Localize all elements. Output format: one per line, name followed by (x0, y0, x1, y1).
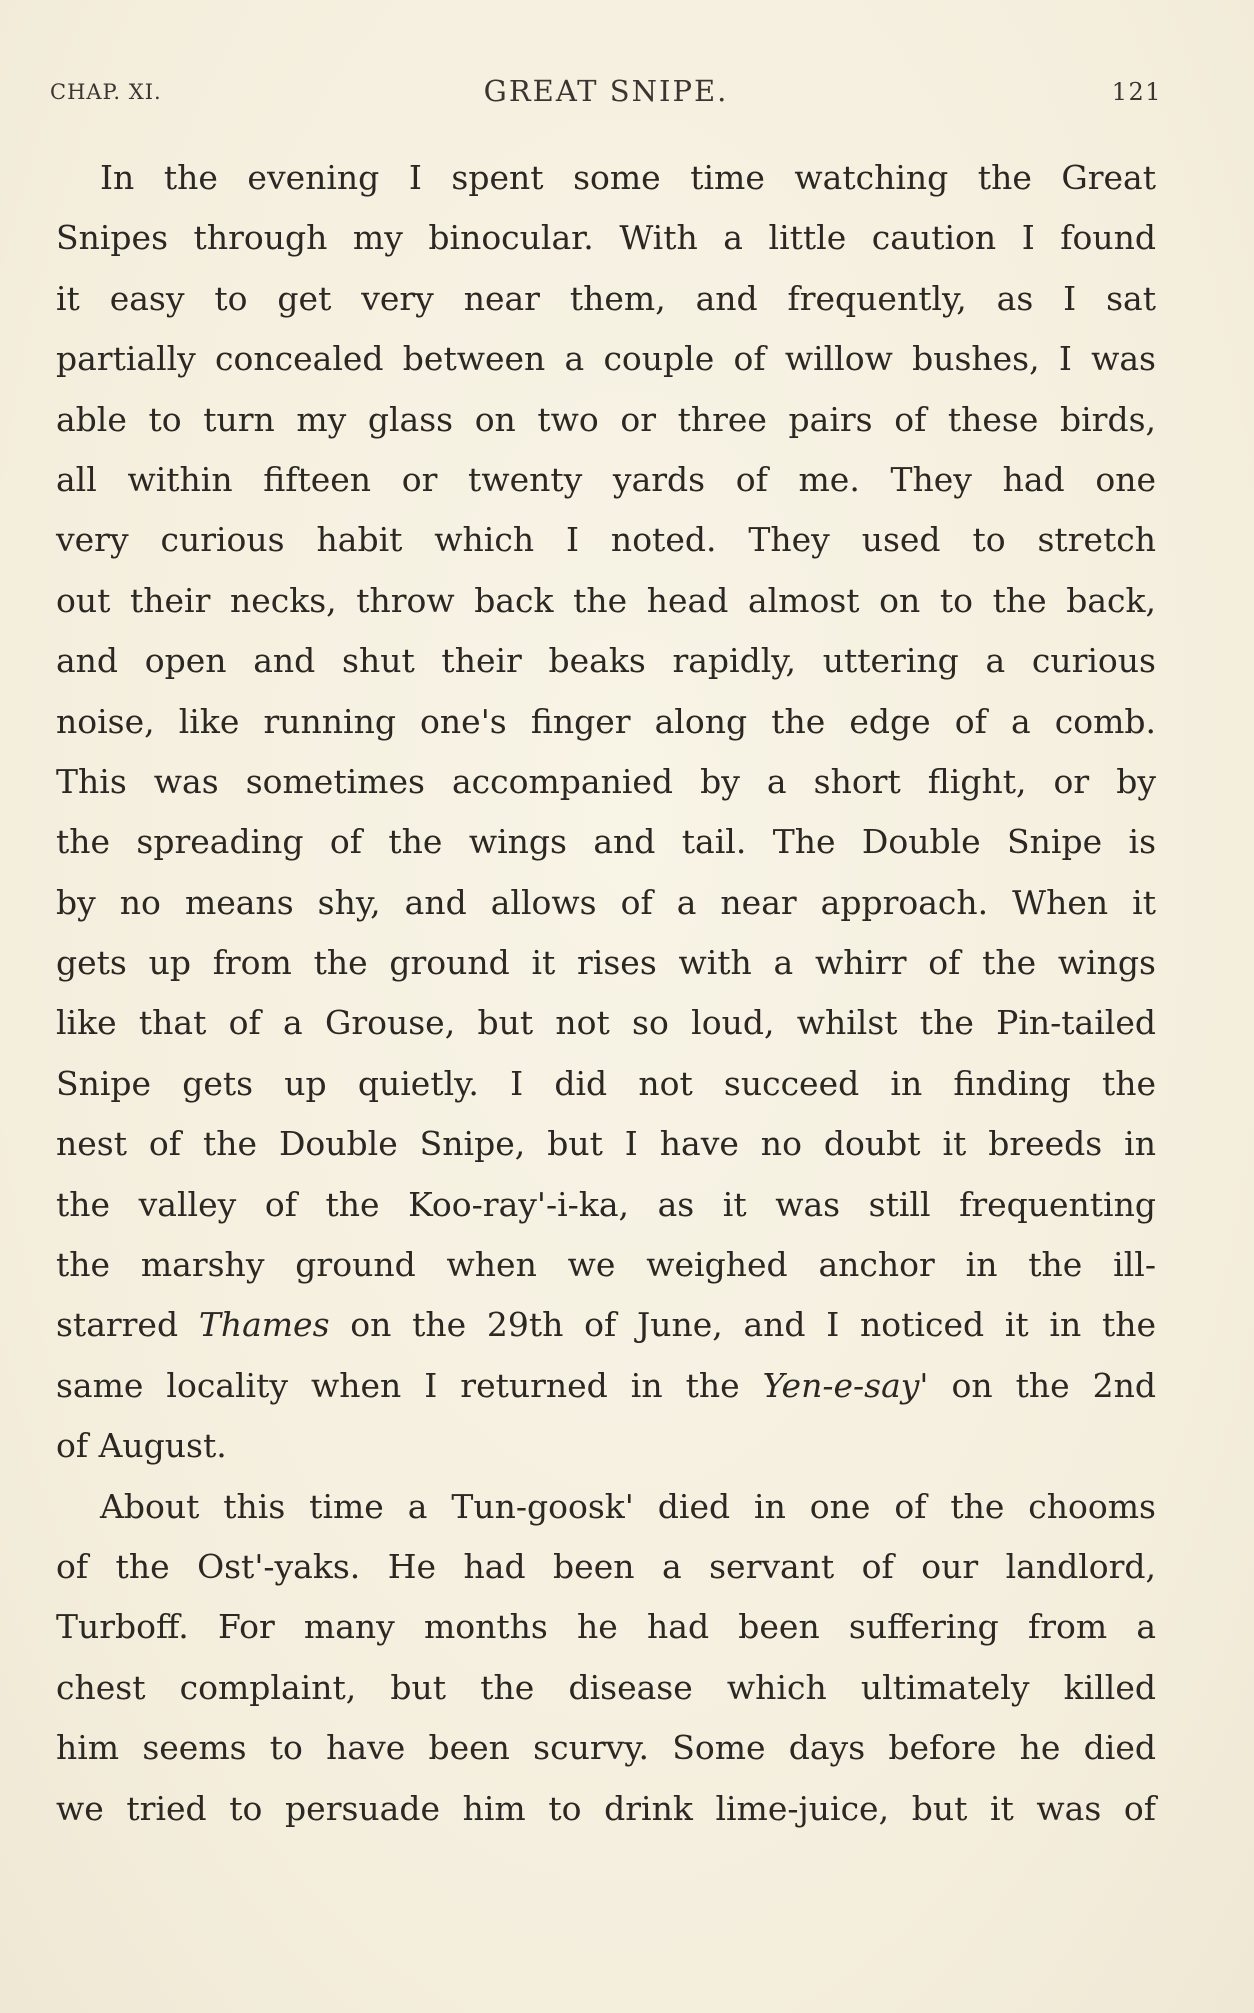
text-line: the marshy ground when we weighed anchor in the ill- (56, 1245, 1156, 1285)
text-line: and open and shut their beaks rapidly, uttering a curious (56, 641, 1156, 681)
text-line: partially concealed between a couple of willow bushes, I was (56, 339, 1156, 379)
paragraph-2 (56, 1477, 1156, 1839)
text-line: the spreading of the wings and tail. The Double Snipe is (56, 822, 1156, 862)
text-line: chest complaint, but the disease which ultimately killed (56, 1667, 1156, 1707)
text-line: Snipes through my binocular. With a little caution I found (56, 218, 1156, 258)
ship-name-thames: Thames (198, 1305, 330, 1345)
ship-name-yenesay: Yen-e-say' (762, 1365, 929, 1405)
text-line: able to turn my glass on two or three pairs of these birds, (56, 399, 1156, 439)
text-line: noise, like running one's finger along the edge of a comb. (56, 701, 1156, 741)
text-line: of August. (56, 1426, 227, 1466)
line-text-segment: starred (56, 1305, 199, 1345)
line-text-segment: same locality when I returned in the (56, 1365, 763, 1405)
text-line: gets up from the ground it rises with a whirr of the wings (56, 943, 1156, 983)
text-line: very curious habit which I noted. They used to stretch (56, 520, 1156, 560)
text-line: it easy to get very near them, and frequently, as I sat (56, 278, 1156, 318)
chapter-label: CHAP. XI. (50, 80, 162, 104)
paragraph-1 (56, 148, 1156, 1477)
line-text-segment: on the 2nd (928, 1365, 1156, 1405)
page-title: GREAT SNIPE. (483, 74, 729, 108)
page-number: 121 (1111, 78, 1162, 106)
text-line: by no means shy, and allows of a near approach. When it (56, 882, 1156, 922)
text-line-yenesay (56, 1356, 1156, 1416)
text-line: out their necks, throw back the head almost on to the back, (56, 580, 1156, 620)
text-line-thames (56, 1295, 1156, 1355)
text-line: Snipe gets up quietly. I did not succeed in finding the (56, 1063, 1156, 1103)
text-line: Turboff. For many months he had been suffering from a (56, 1607, 1156, 1647)
running-head (50, 72, 1162, 112)
text-line: we tried to persuade him to drink lime-juice, but it was of (56, 1788, 1156, 1828)
text-line: like that of a Grouse, but not so loud, whilst the Pin-tailed (56, 1003, 1156, 1043)
text-line: of the Ost'-yaks. He had been a servant of our landlord, (56, 1546, 1156, 1586)
text-line: About this time a Tun-goosk' died in one of the chooms (100, 1486, 1156, 1526)
text-line: the valley of the Koo-ray'-i-ka, as it was still frequenting (56, 1184, 1156, 1224)
text-line: nest of the Double Snipe, but I have no doubt it breeds in (56, 1124, 1156, 1164)
line-text-segment: on the 29th of June, and I noticed it in the (329, 1305, 1156, 1345)
text-line: all within fifteen or twenty yards of me. They had one (56, 459, 1156, 499)
text-line: him seems to have been scurvy. Some days before he died (56, 1728, 1156, 1768)
text-line: In the evening I spent some time watching the Great (100, 158, 1156, 197)
body-text (56, 148, 1156, 1839)
text-line: This was sometimes accompanied by a short flight, or by (56, 761, 1156, 801)
